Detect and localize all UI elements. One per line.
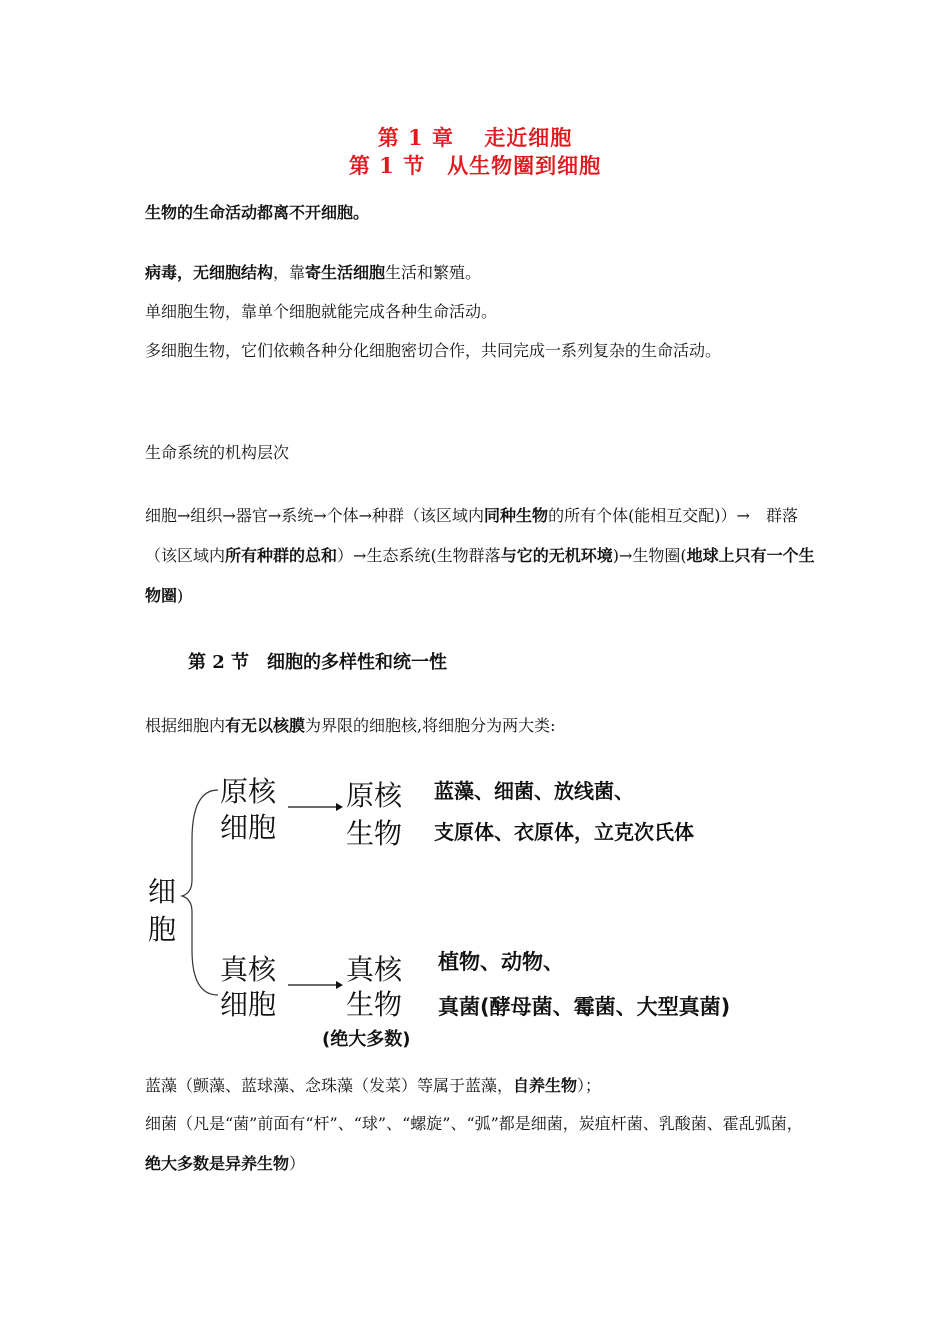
prokaryotic-cell-line1: 原核 <box>220 775 277 808</box>
paragraph-classification: 根据细胞内有无以核膜为界限的细胞核,将细胞分为两大类: <box>145 716 556 735</box>
arrow-head-eukaryote <box>336 981 343 989</box>
prokaryote-line1: 原核 <box>346 779 403 812</box>
paragraph-blue-algae: 蓝藻（颤藻、蓝球藻、念珠藻（发菜）等属于蓝藻，自养生物）； <box>145 1076 602 1095</box>
prokaryote-line2: 生物 <box>346 817 403 850</box>
paragraph-bacteria: 细菌（凡是“菌”前面有“杆”、“球”、“螺旋”、“弧”都是细菌，炭疽杆菌、乳酸菌、霍乱弧菌，绝大多数是异养生物） <box>145 1114 803 1173</box>
eukaryote-line1: 真核 <box>346 953 403 986</box>
eukaryote-examples-1: 植物、动物、 <box>438 950 564 974</box>
arrow-head-prokaryote <box>336 803 343 811</box>
paragraph-virus: 病毒，无细胞结构，靠寄生活细胞生活和繁殖。 <box>145 263 482 282</box>
section-1-title: 第 1 节 从生物圈到细胞 <box>348 153 602 178</box>
prokaryote-examples-1: 蓝藻、细菌、放线菌、 <box>434 779 634 803</box>
paragraph-life-system-levels: 生命系统的机构层次 <box>145 443 290 462</box>
prokaryote-examples-2: 支原体、衣原体，立克次氏体 <box>434 820 694 844</box>
eukaryote-majority-note: (绝大多数) <box>322 1029 411 1050</box>
root-char-2: 胞 <box>148 913 177 946</box>
section-2-title: 第 2 节 细胞的多样性和统一性 <box>188 652 448 673</box>
paragraph-cells-essential: 生物的生命活动都离不开细胞。 <box>145 203 370 222</box>
paragraph-multicellular: 多细胞生物，它们依赖各种分化细胞密切合作，共同完成一系列复杂的生命活动。 <box>145 341 722 360</box>
root-char-1: 细 <box>148 875 177 908</box>
eukaryotic-cell-line1: 真核 <box>220 953 277 986</box>
brace-shape <box>182 790 218 995</box>
eukaryotic-cell-line2: 细胞 <box>220 988 277 1021</box>
chapter-title: 第 1 章 走近细胞 <box>377 125 573 150</box>
eukaryote-line2: 生物 <box>346 988 403 1021</box>
prokaryotic-cell-line2: 细胞 <box>220 811 277 844</box>
paragraph-unicellular: 单细胞生物，靠单个细胞就能完成各种生命活动。 <box>145 302 498 321</box>
paragraph-hierarchy: 细胞→组织→器官→系统→个体→种群（该区域内同种生物的所有个体(能相互交配)）→ 群落（该区域内所有种群的总和）→生态系统(生物群落与它的无机环境)→生物圈(地球上只有一个生物圈) <box>145 506 815 605</box>
eukaryote-examples-2: 真菌(酵母菌、霉菌、大型真菌) <box>438 995 731 1019</box>
